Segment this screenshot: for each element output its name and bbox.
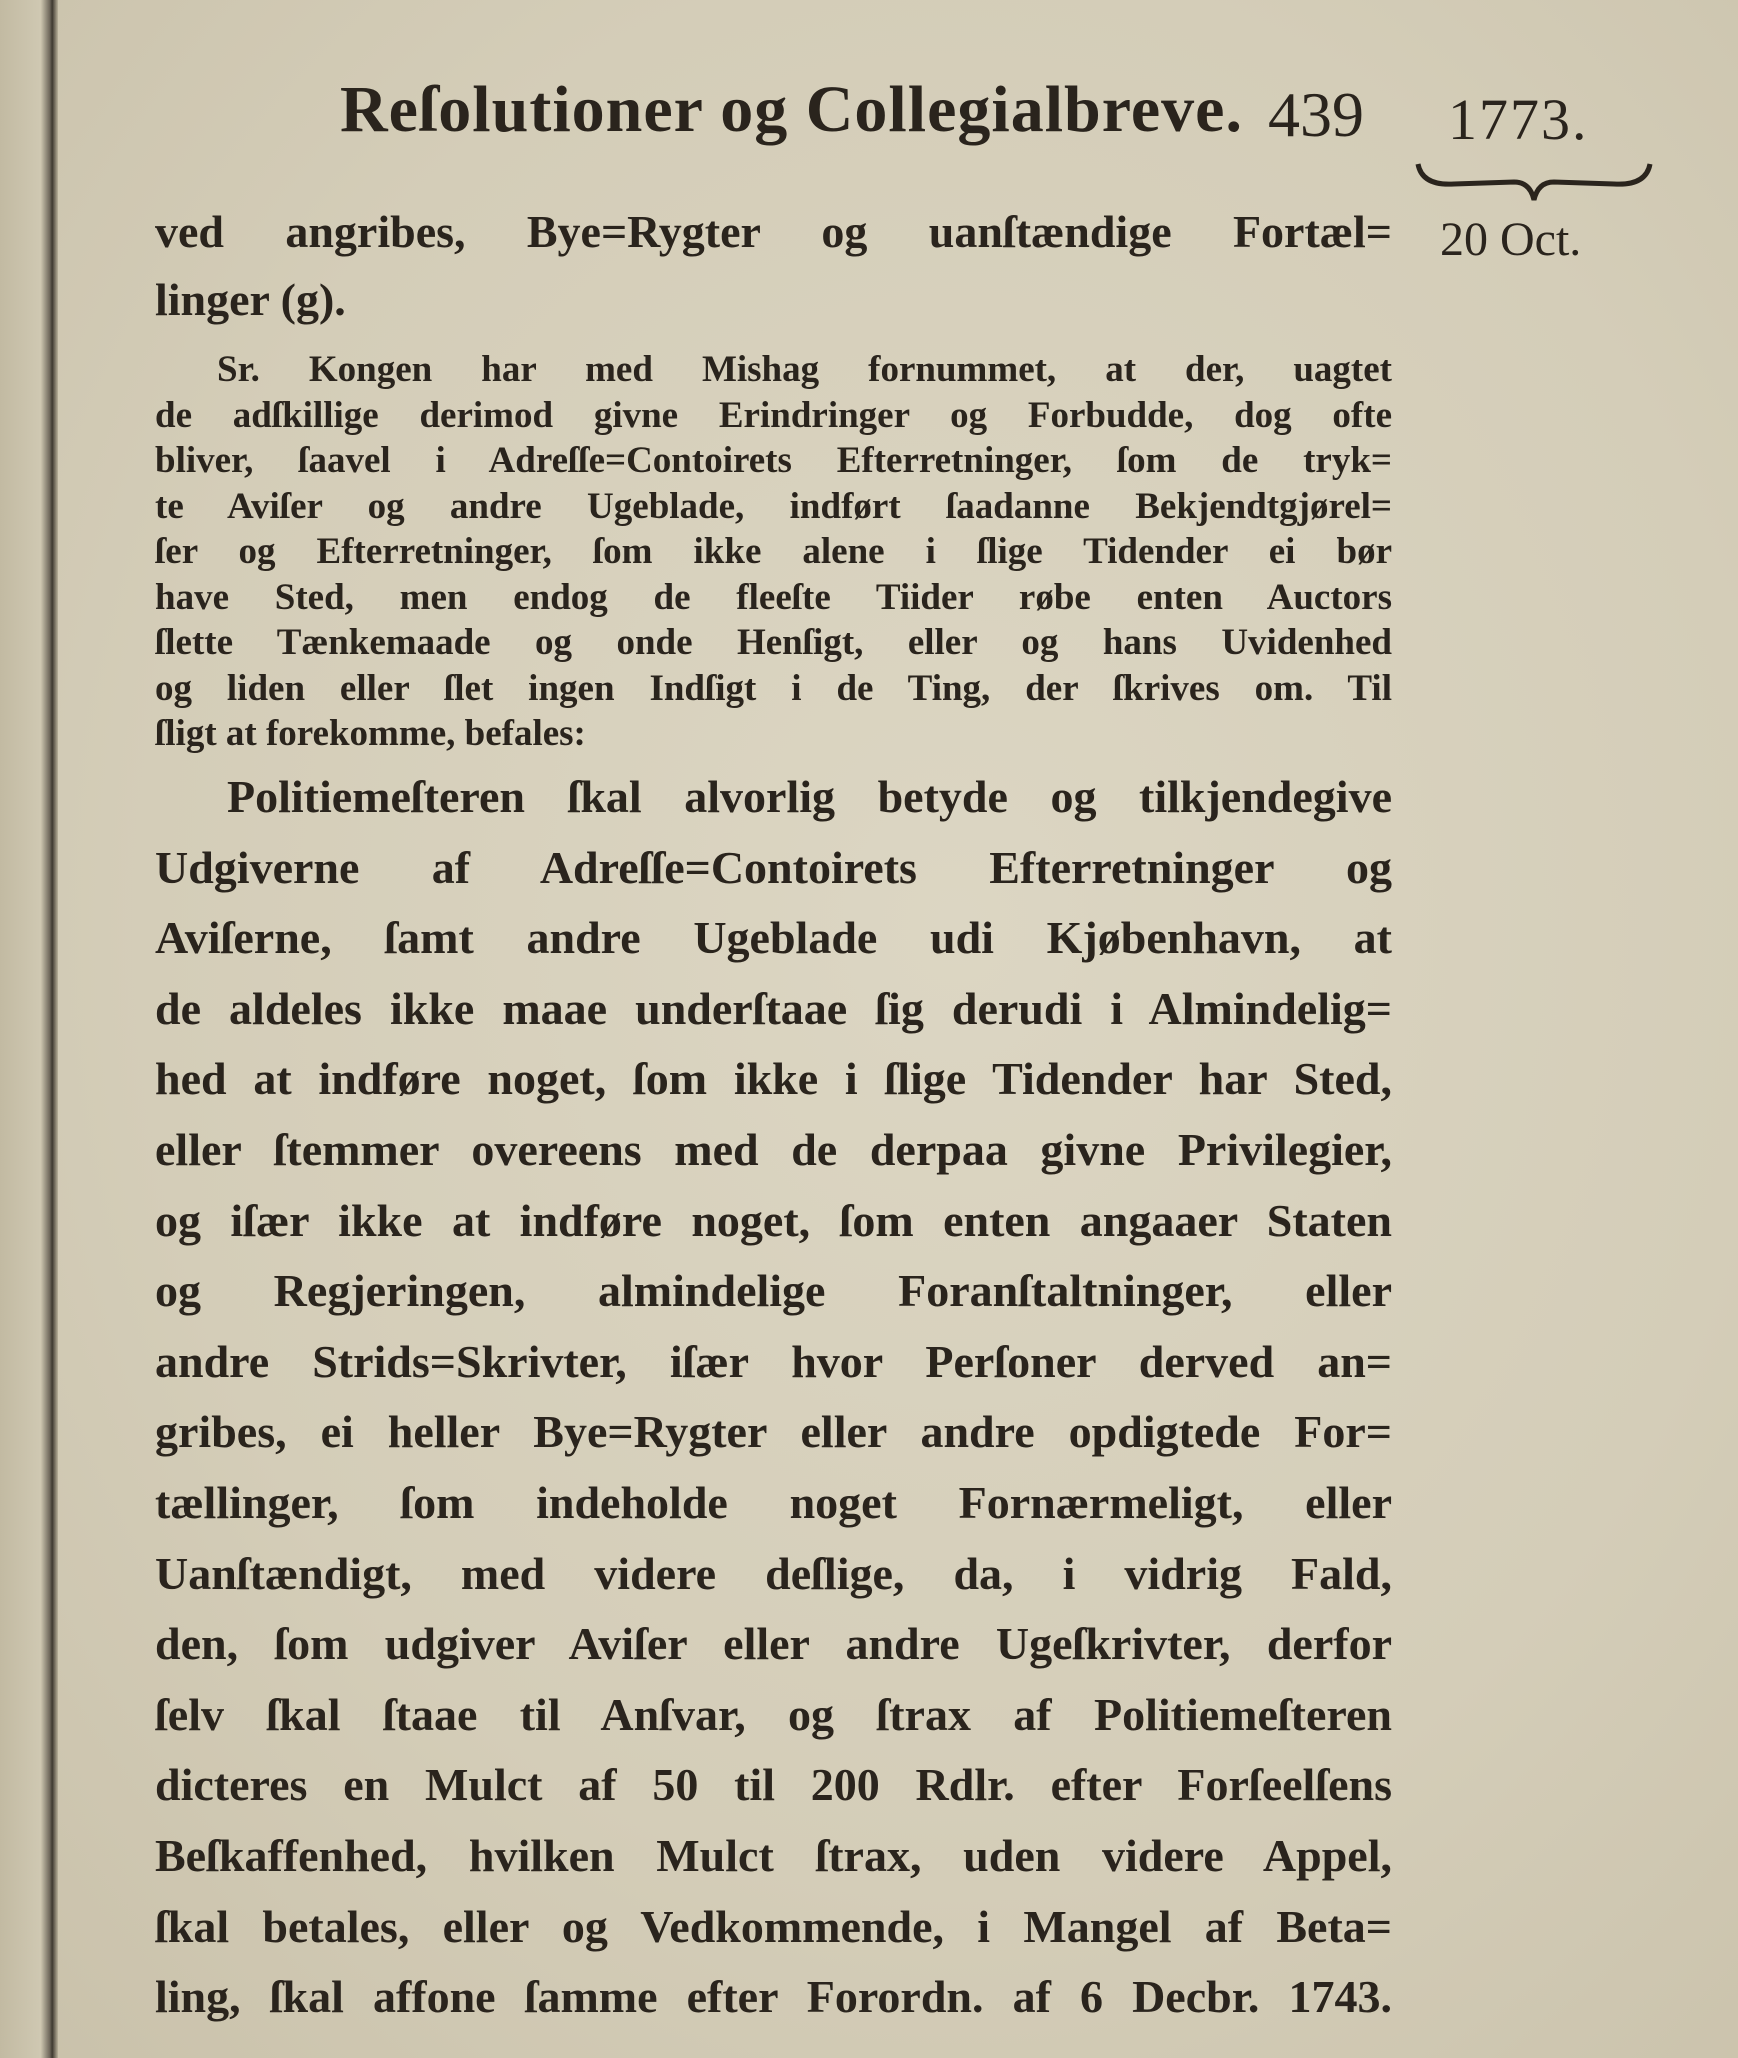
text-line: Uanſtændigt, med videre deſlige, da, i vidrig Fald,	[155, 1547, 1392, 1599]
text-line: ling, ſkal affone ſamme efter Forordn. af 6 Decbr. 1743.	[155, 1971, 1392, 2023]
text-line: Udgiverne af Adreſſe=Contoirets Efterretninger og	[155, 841, 1392, 893]
margin-year: 1773.	[1448, 87, 1589, 152]
text-line: ſelv ſkal ſtaae til Anſvar, og ſtrax af Politiemeſteren	[155, 1688, 1392, 1740]
text-line: ſkal betales, eller og Vedkommende, i Mangel af Beta=	[155, 1900, 1392, 1952]
text-line: og Regjeringen, almindelige Foranſtaltninger, eller	[155, 1265, 1392, 1317]
text-line: have Sted, men endog de fleeſte Tiider røbe enten Auctors	[155, 576, 1392, 618]
text-line: eller ſtemmer overeens med de derpaa givne Privilegier,	[155, 1124, 1392, 1175]
text-line: tællinger, ſom indeholde noget Fornærmeligt, eller	[155, 1477, 1392, 1528]
margin-date: 20 Oct.	[1440, 213, 1582, 266]
text-line: ſer og Efterretninger, ſom ikke alene i ſlige Tidender ei bør	[155, 531, 1392, 572]
text-line: andre Strids=Skrivter, iſær hvor Perſoner derved an=	[155, 1335, 1392, 1387]
text-line: bliver, ſaavel i Adreſſe=Contoirets Efterretninger, ſom de tryk=	[155, 440, 1392, 481]
text-line: de adſkillige derimod givne Erindringer og Forbudde, dog ofte	[155, 394, 1392, 436]
text-line: ſlette Tænkemaade og onde Henſigt, eller og hans Uvidenhed	[155, 622, 1392, 663]
page-number: 439	[1268, 79, 1364, 150]
text-line: de aldeles ikke maae underſtaae ſig derudi i Almindelig=	[155, 982, 1392, 1034]
text-line: te Aviſer og andre Ugeblade, indført ſaadanne Bekjendtgjørel=	[155, 485, 1392, 527]
text-line: hed at indføre noget, ſom ikke i ſlige Tidender har Sted,	[155, 1053, 1392, 1105]
text-line: og iſær ikke at indføre noget, ſom enten angaaer Staten	[155, 1194, 1392, 1246]
text-line: linger (g).	[155, 274, 346, 325]
text-line: og liden eller ſlet ingen Indſigt i de Ting, der ſkrives om. Til	[155, 667, 1392, 709]
running-head-title: Reſolutioner og Collegialbreve.	[340, 73, 1243, 146]
text-line: Politiemeſteren ſkal alvorlig betyde og tilkjendegive	[227, 771, 1392, 822]
text-line: ved angribes, Bye=Rygter og uanſtændige Fortæl=	[155, 206, 1392, 257]
text-line: ſligt at forekomme, befales:	[155, 713, 586, 754]
text-line: Sr. Kongen har med Mishag fornummet, at der, uagtet	[217, 349, 1392, 390]
curly-brace-icon	[1414, 160, 1654, 204]
text-line: Aviſerne, ſamt andre Ugeblade udi Kjøbenhavn, at	[155, 912, 1392, 964]
text-line: Beſkaffenhed, hvilken Mulct ſtrax, uden videre Appel,	[155, 1830, 1392, 1881]
page-binding-edge	[0, 0, 58, 2058]
text-line: den, ſom udgiver Aviſer eller andre Ugeſkrivter, derfor	[155, 1618, 1392, 1670]
text-line: dicteres en Mulct af 50 til 200 Rdlr. efter Forſeelſens	[155, 1759, 1392, 1811]
text-line: gribes, ei heller Bye=Rygter eller andre opdigtede For=	[155, 1406, 1392, 1458]
